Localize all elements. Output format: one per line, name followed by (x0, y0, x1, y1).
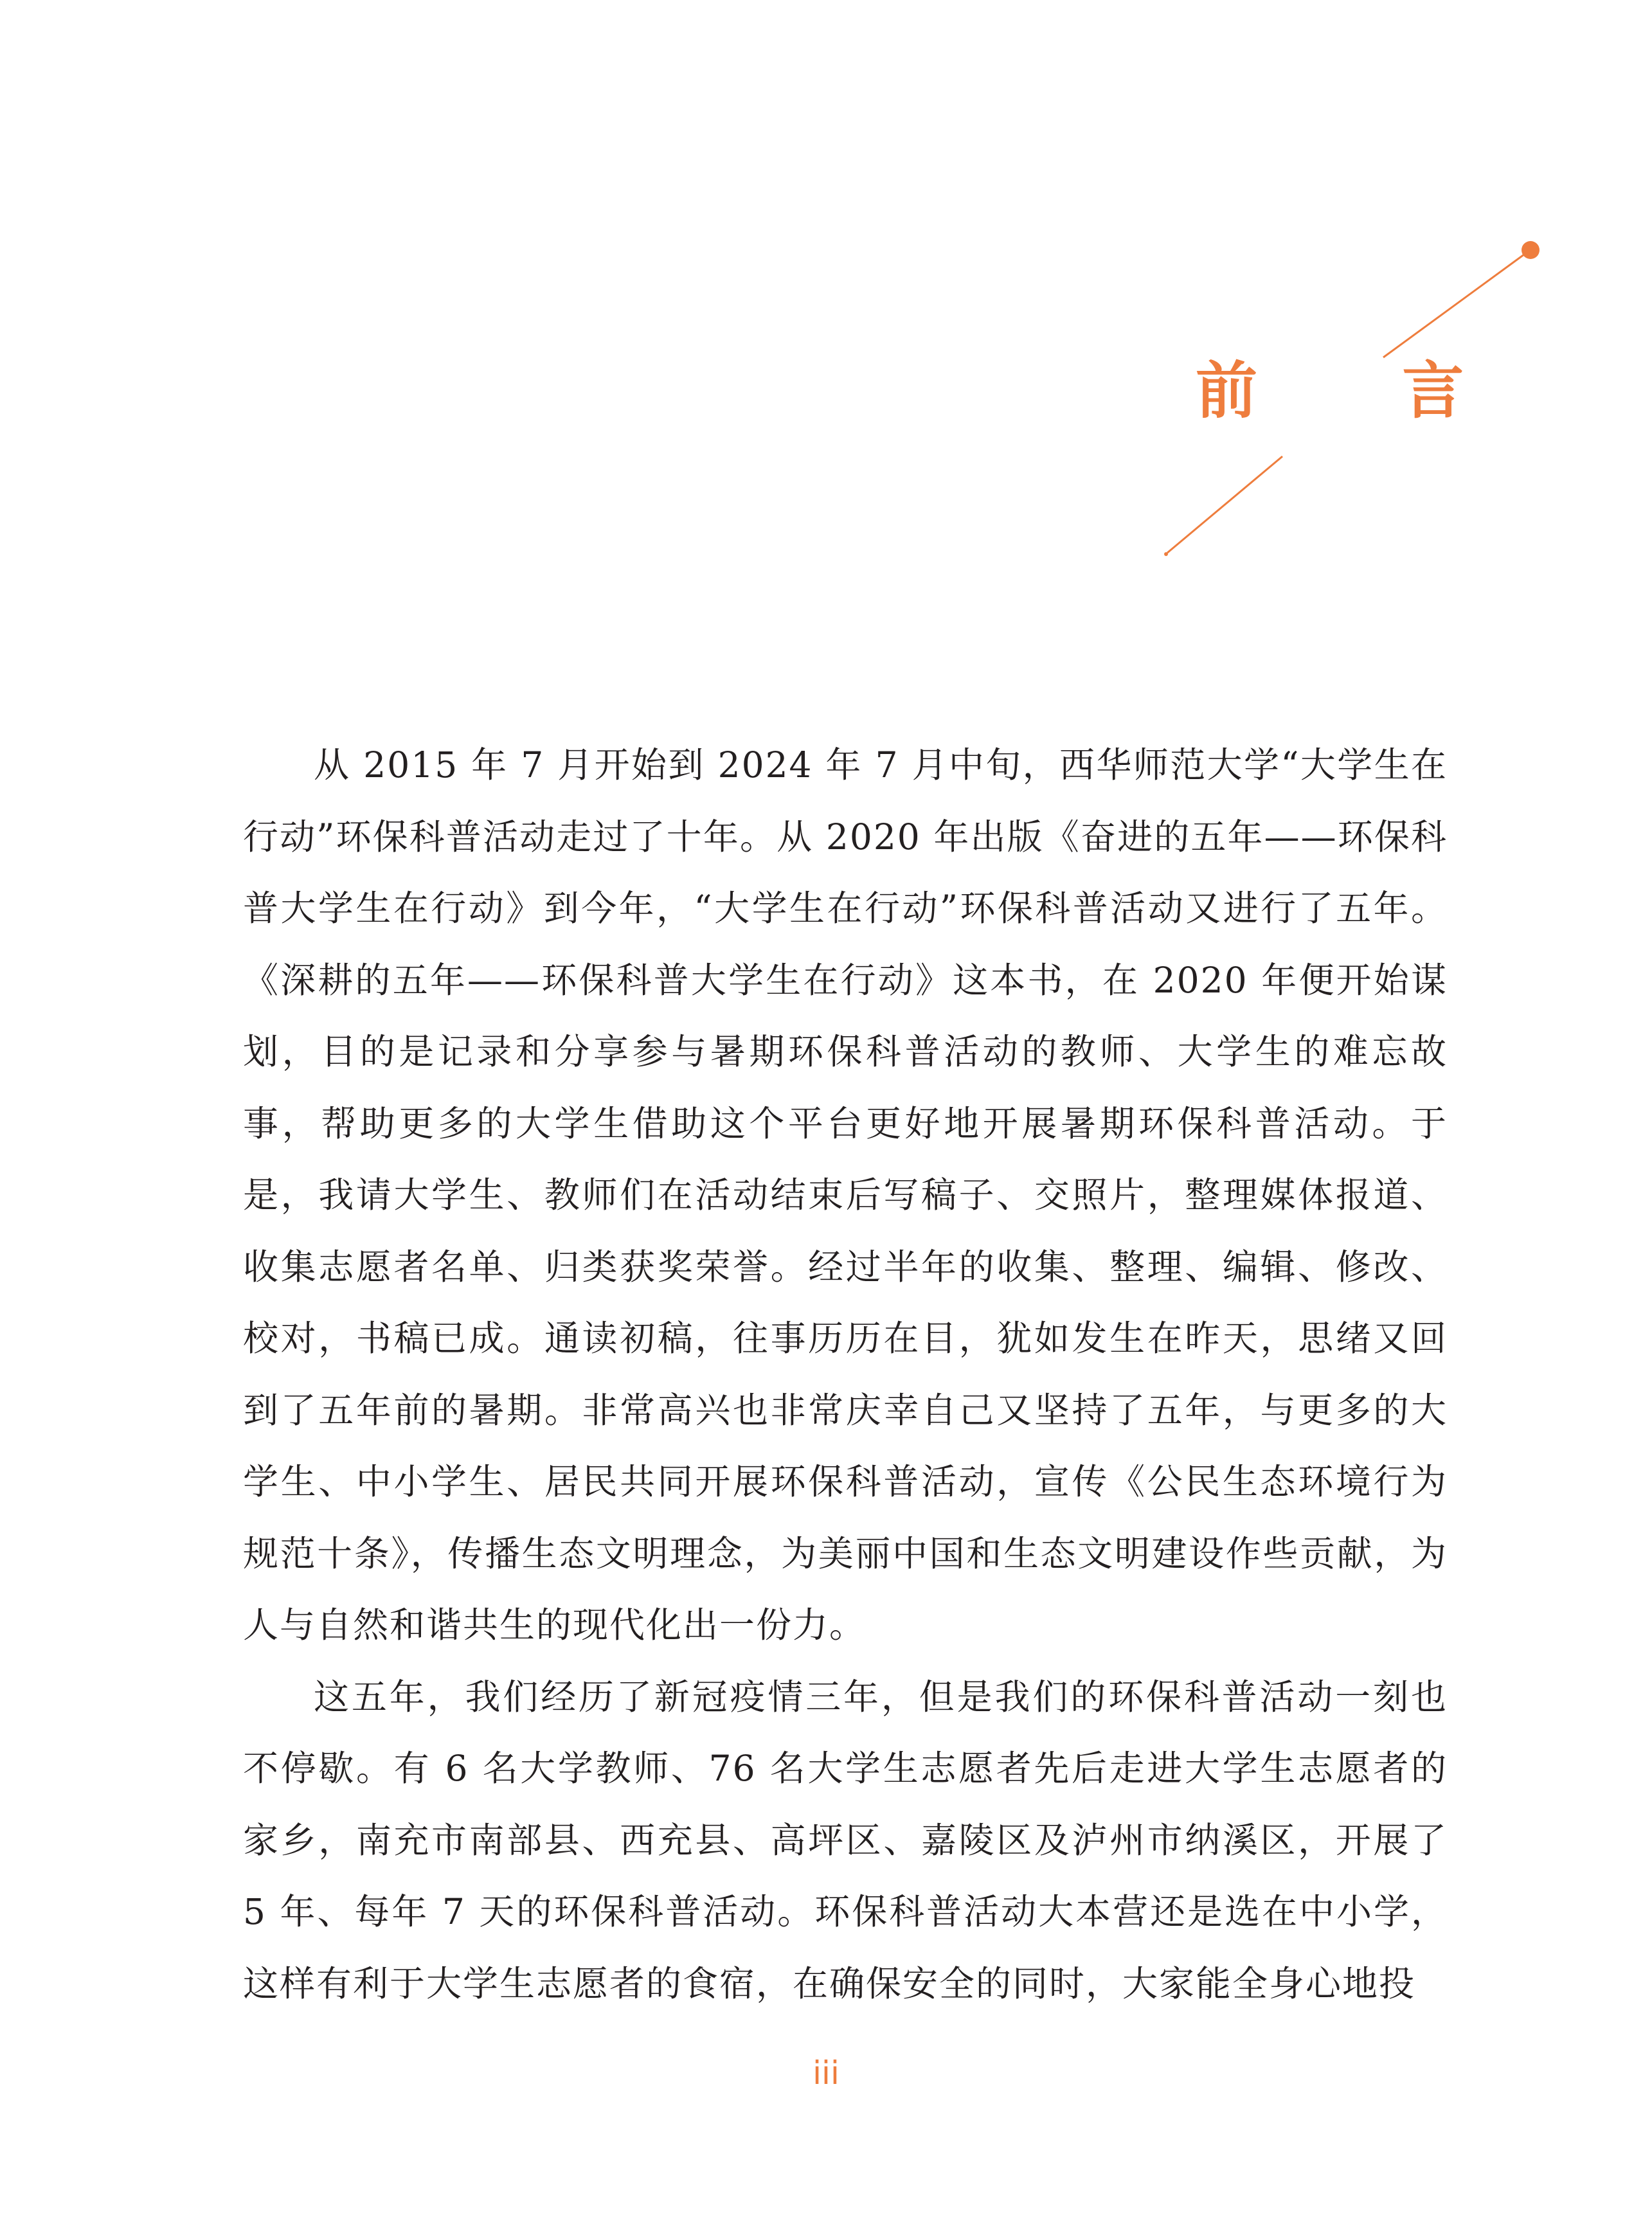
page-title: 前 言 (1196, 355, 1526, 427)
preface-body (243, 730, 1448, 2020)
ornament-dot-large (1522, 241, 1540, 259)
ornament-dot-small (1164, 552, 1168, 556)
ornament-lower-line (1167, 456, 1282, 553)
page-number: iii (813, 2054, 839, 2092)
paragraph-1: 从 2015 年 7 月开始到 2024 年 7 月中旬，西华师范大学“大学生在行动”环保科普活动走过了十年。从 2020 年出版《奋进的五年——环保科普大学生在行动》到今年，“大学生在行动”环保科普活动又进行了五年。《深耕的五年——环保科普大学生在行动》这本书，在 2020 年便开始谋划，目的是记录和分享参与暑期环保科普活动的教师、大学生的难忘故事，帮助更多的大学生借助这个平台更好地开展暑期环保科普活动。于是，我请大学生、教师们在活动结束后写稿子、交照片，整理媒体报道、收集志愿者名单、归类获奖荣誉。经过半年的收集、整理、编辑、修改、校对，书稿已成。通读初稿，往事历历在目，犹如发生在昨天，思绪又回到了五年前的暑期。非常高兴也非常庆幸自己又坚持了五年，与更多的大学生、中小学生、居民共同开展环保科普活动，宣传《公民生态环境行为规范十条》，传播生态文明理念，为美丽中国和生态文明建设作些贡献，为人与自然和谐共生的现代化出一份力。 (243, 744, 1448, 1646)
decorative-diagonal-line (0, 0, 1652, 643)
ornament-upper-line (1383, 253, 1527, 357)
paragraph-2: 这五年，我们经历了新冠疫情三年，但是我们的环保科普活动一刻也不停歇。有 6 名大学教师、76 名大学生志愿者先后走进大学生志愿者的家乡，南充市南部县、西充县、高坪区、嘉陵区及泸州市纳溪区，开展了 5 年、每年 7 天的环保科普活动。环保科普活动大本营还是选在中小学，这样有利于大学生志愿者的食宿，在确保安全的同时，大家能全身心地投 (243, 1676, 1448, 2004)
